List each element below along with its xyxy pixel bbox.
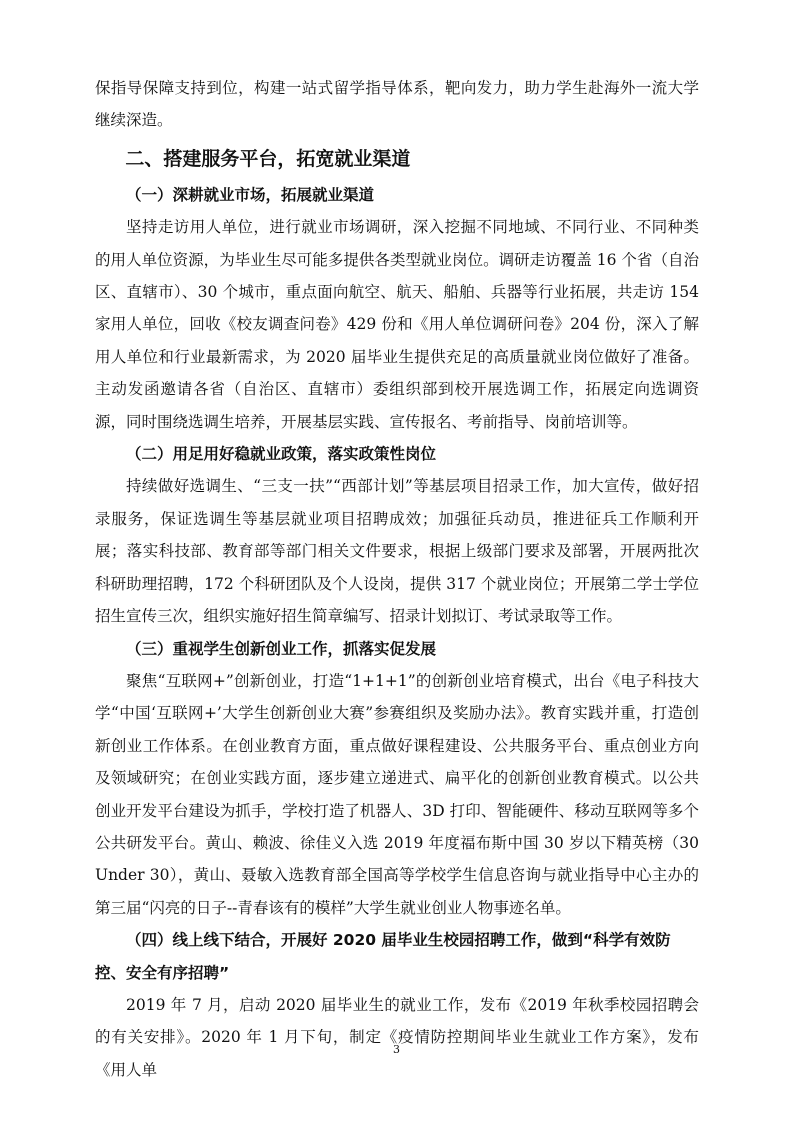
subsection-4-paragraph: 2019 年 7 月，启动 2020 届毕业生的就业工作，发布《2019 年秋季校园招聘会的有关安排》。2020 年 1 月下旬，制定《疫情防控期间毕业生就业工作方案》，发布《用人单	[95, 995, 699, 1079]
subsection-heading-2: （二）用足用好稳就业政策，落实政策性岗位	[126, 445, 437, 464]
page-content	[95, 72, 699, 1086]
section-heading: 二、搭建服务平台，拓宽就业渠道	[125, 147, 411, 170]
subsection-3-paragraph: 聚焦“互联网+”创新创业，打造“1+1+1”的创新创业培育模式，出台《电子科技大学“中国‘互联网+’大学生创新创业大赛”参赛组织及奖励办法》。教育实践并重，打造创新创业工作体系。在创业教育方面，重点做好课程建设、公共服务平台、重点创业方向及领域研究；在创业实践方面，逐步建立递进式、扁平化的创新创业教育模式。以公共创业开发平台建设为抓手，学校打造了机器人、3D 打印、智能硬件、移动互联网等多个公共研发平台。黄山、赖波、徐佳义入选 2019 年度福布斯中国 30 岁以下精英榜（30 Under 30），黄山、聂敏入选教育部全国高等学校学生信息咨询与就业指导中心主办的第三届“闪亮的日子--青春该有的模样”大学生就业创业人物事迹名单。	[95, 671, 699, 917]
subsection-heading-1: （一）深耕就业市场，拓展就业渠道	[126, 185, 375, 204]
subsection-1-paragraph: 坚持走访用人单位，进行就业市场调研，深入挖掘不同地域、不同行业、不同种类的用人单位资源，为毕业生尽可能多提供各类型就业岗位。调研走访覆盖 16 个省（自治区、直辖市）、30 个城市，重点面向航空、航天、船舶、兵器等行业拓展，共走访 154 家用人单位，回收《校友调查问卷》429 份和《用人单位调研问卷》204 份，深入了解用人单位和行业最新需求，为 2020 届毕业生提供充足的高质量就业岗位做好了准备。主动发函邀请各省（自治区、直辖市）委组织部到校开展选调工作，拓展定向选调资源，同时围绕选调生培养，开展基层实践、宣传报名、考前指导、岗前培训等。	[95, 218, 699, 431]
opening-paragraph: 保指导保障支持到位，构建一站式留学指导体系，靶向发力，助力学生赴海外一流大学继续深造。	[95, 79, 699, 130]
subsection-heading-3: （三）重视学生创新创业工作，抓落实促发展	[126, 639, 437, 658]
subsection-heading-4: （四）线上线下结合，开展好 2020 届毕业生校园招聘工作，做到“科学有效防控、安全有序招聘”	[95, 931, 671, 982]
subsection-2-paragraph: 持续做好选调生、“三支一扶”“西部计划”等基层项目招录工作，加大宣传，做好招录服务，保证选调生等基层就业项目招聘成效；加强征兵动员，推进征兵工作顺利开展；落实科技部、教育部等部门相关文件要求，根据上级部门要求及部署，开展两批次科研助理招聘，172 个科研团队及个人设岗，提供 317 个就业岗位；开展第二学士学位招生宣传三次，组织实施好招生简章编写、招录计划拟订、考试录取等工作。	[95, 477, 699, 626]
page-number: 3	[393, 1043, 400, 1056]
